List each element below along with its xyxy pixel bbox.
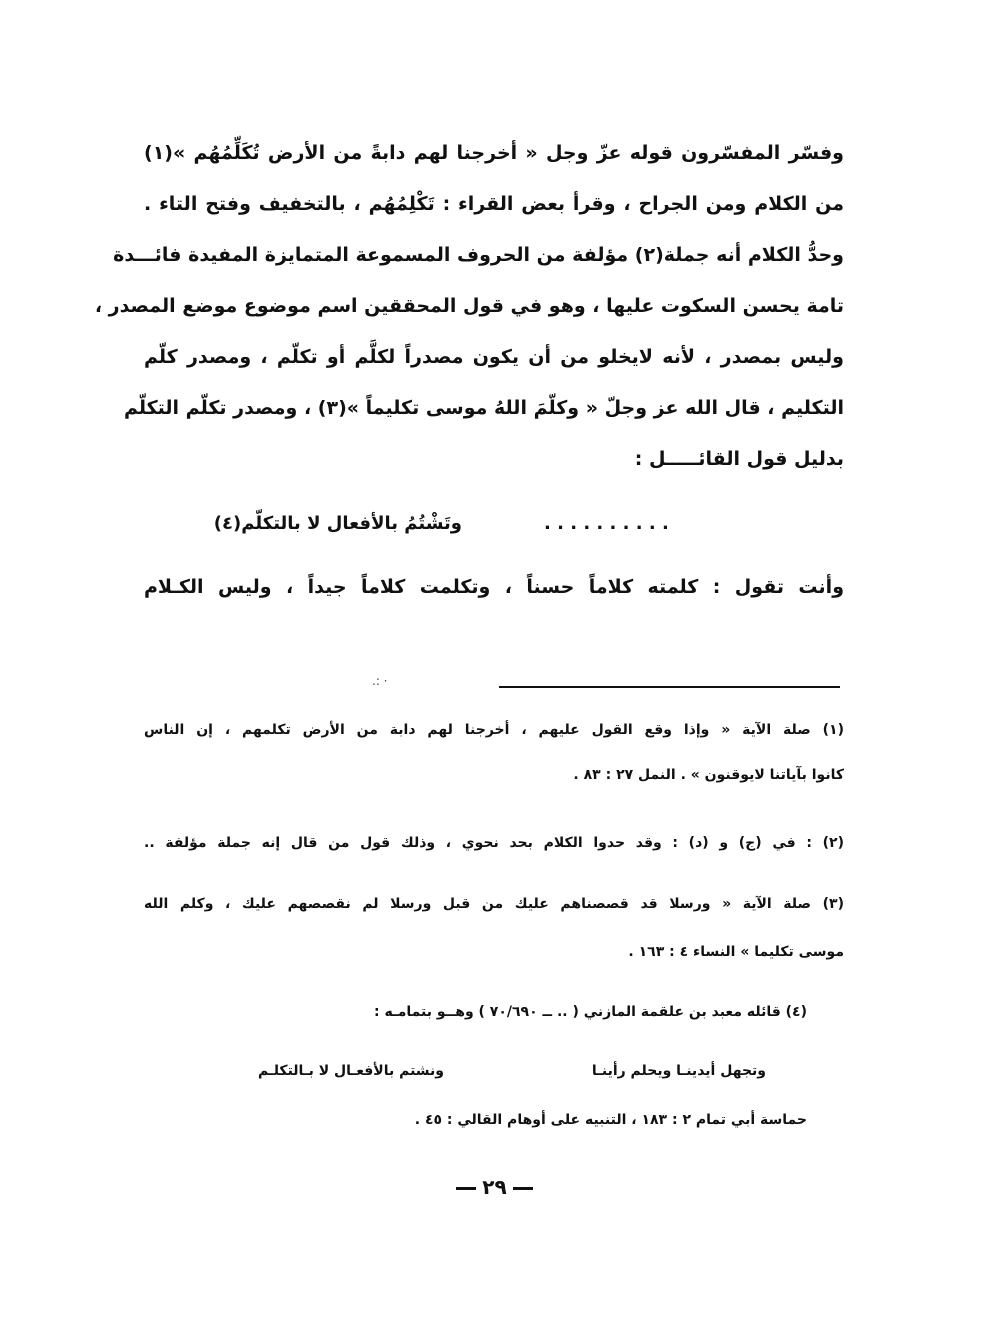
scan-specks: · :. <box>372 674 388 688</box>
verse-hemistich: وتَشْتُمُ بالأفعال لا بالتكلّم(٤) <box>213 513 462 534</box>
body-line-3: وحدُّ الكلام أنه جملة(٢) مؤلفة من الحروف المسموعة المتمايزة المفيدة فائـــدة <box>113 244 844 266</box>
page-number <box>0 1172 989 1202</box>
body-line-5: وليس بمصدر ، لأنه لايخلو من أن يكون مصدراً لكلَّم أو تكلّم ، ومصدر كلّم <box>144 346 844 368</box>
footnote-3-line-1: (٣) صلة الآية « ورسلا قد قصصناهم عليك من قبل ورسلا لم نقصصهم عليك ، وكلم الله <box>144 896 844 912</box>
footnote-2: (٢) : في (ج) و (د) : وقد حدوا الكلام بحد نحوي ، وذلك قول من قال إنه جملة مؤلفة .. <box>144 835 844 851</box>
page-number-value: ٢٩ <box>482 1175 507 1199</box>
body-line-2: من الكلام ومن الجراح ، وقرأ بعض القراء : تَكْلِمُهُم ، بالتخفيف وفتح التاء . <box>144 193 844 215</box>
body-line-7: بدليل قول القائـــــل : <box>634 448 844 470</box>
page-number-dash-left <box>456 1187 476 1190</box>
footnote-3-line-2: موسى تكليما » النساء ٤ : ١٦٣ . <box>628 944 844 960</box>
footnote-separator <box>499 686 840 688</box>
footnote-1-line-1: (١) صلة الآية « وإذا وقع القول عليهم ، أخرجنا لهم دابة من الأرض تكلمهم ، إن الناس <box>144 722 844 738</box>
footnote-4-source: حماسة أبي تمام ٢ : ١٨٣ ، التنبيه على أوهام القالي : ٤٥ . <box>414 1112 807 1128</box>
footnote-4-poem <box>224 1058 844 1084</box>
verse-line <box>144 502 844 546</box>
body-line-6: التكليم ، قال الله عز وجلّ « وكلّمَ اللهُ موسى تكليماً »(٣) ، ومصدر تكلّم التكلّم <box>123 397 844 419</box>
page-number-dash-right <box>513 1187 533 1190</box>
body-line-1: وفسّر المفسّرون قوله عزّ وجل « أخرجنا لهم دابةً من الأرض تُكَلِّمُهُم »(١) <box>144 142 844 164</box>
body-text <box>94 128 844 485</box>
body-line-4: تامة يحسن السكوت عليها ، وهو في قول المحققين اسم موضوع موضع المصدر ، <box>94 295 844 317</box>
verse-ellipsis: . . . . . . . . . . <box>544 513 669 534</box>
poem-hemistich-2: ونشتم بالأفعـال لا بـالتكلـم <box>257 1063 444 1079</box>
poem-hemistich-1: وتجهل أيدينـا ويحلم رأينـا <box>591 1063 766 1079</box>
body-line-after-verse: وأنت تقول : كلمته كلاماً حسناً ، وتكلمت كلاماً جيداً ، وليس الكـلام <box>144 576 844 598</box>
footnote-4-line-1: (٤) قائله معبد بن علقمة المازني ( .. ــ ٧٠/٦٩٠ ) وهــو بتمامـه : <box>373 1004 807 1020</box>
footnote-1-line-2: كانوا بآياتنا لايوقنون » . النمل ٢٧ : ٨٣ . <box>573 767 844 783</box>
